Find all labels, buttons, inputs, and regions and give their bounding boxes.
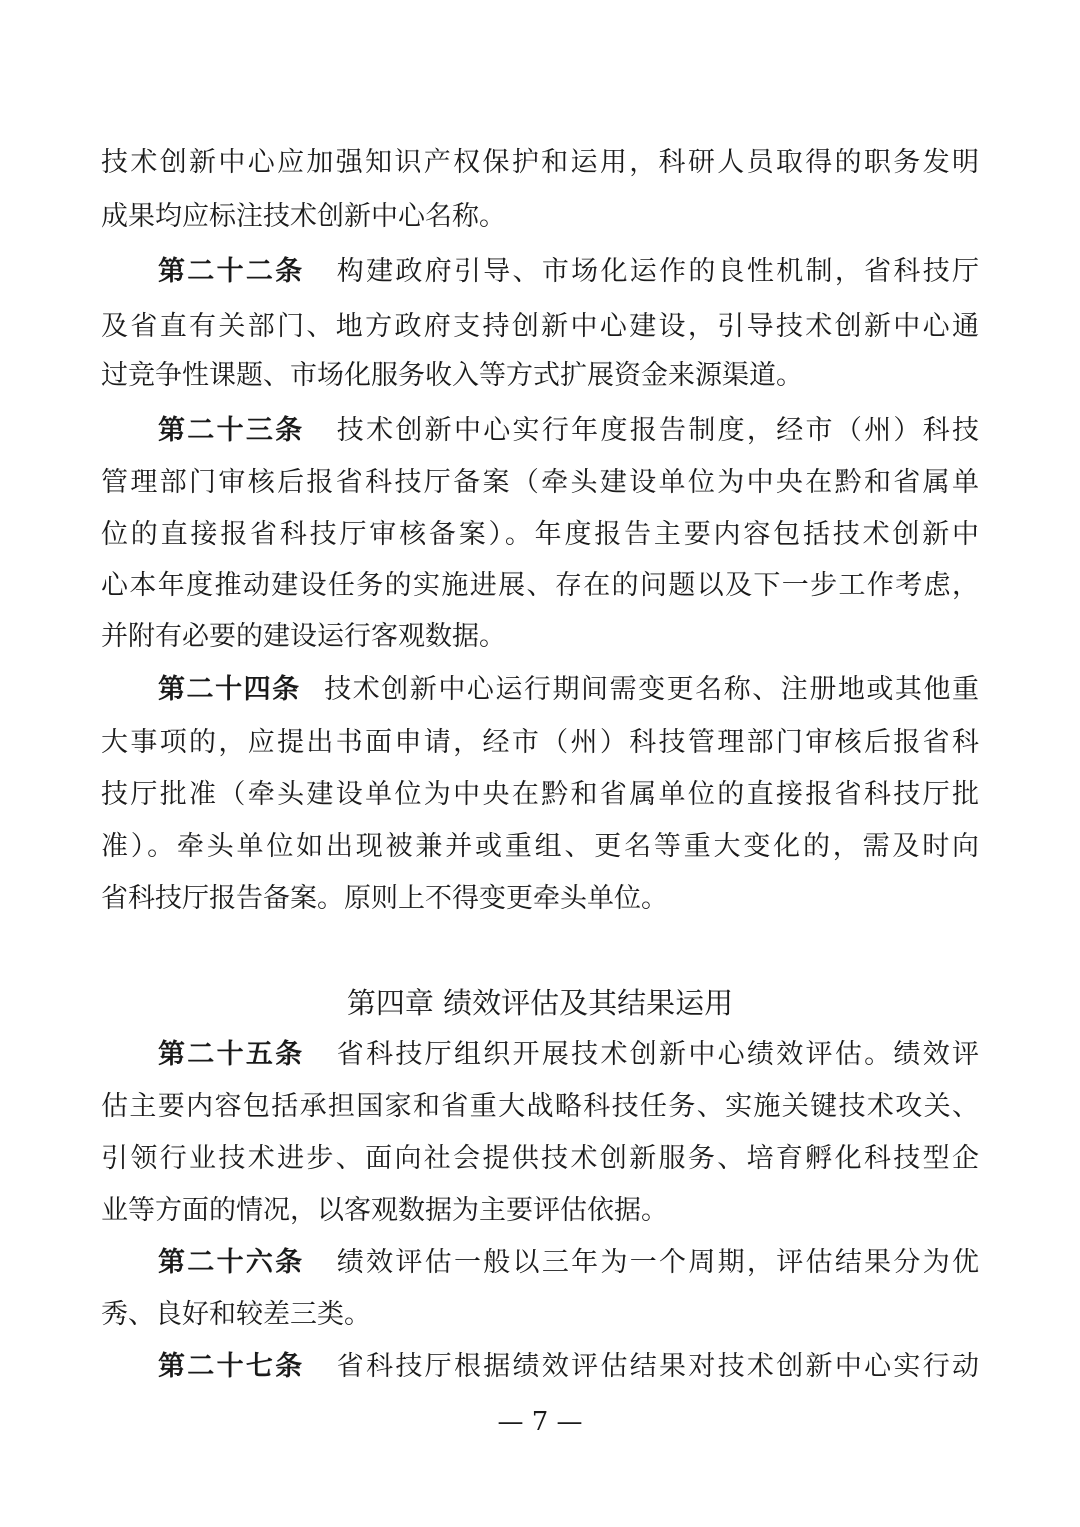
text-line: 引领行业技术进步、面向社会提供技术创新服务、培育孵化科技型企 <box>101 1143 979 1174</box>
article-23-paragraph <box>158 408 979 454</box>
text-line: 位的直接报省科技厅审核备案）。年度报告主要内容包括技术创新中 <box>101 519 979 550</box>
article-26-paragraph <box>158 1240 979 1286</box>
article-25-paragraph <box>158 1032 979 1078</box>
text-line: 准）。牵头单位如出现被兼并或重组、更名等重大变化的，需及时向 <box>101 831 979 862</box>
text-line: 管理部门审核后报省科技厅备案（牵头建设单位为中央在黔和省属单 <box>101 467 979 498</box>
text-line: 绩效评估一般以三年为一个周期，评估结果分为优 <box>334 1247 980 1278</box>
page-number: — 7 — <box>497 1407 583 1437</box>
text-line: 省科技厅组织开展技术创新中心绩效评估。绩效评 <box>334 1039 980 1070</box>
article-heading: 第二十六条 <box>158 1247 305 1278</box>
text-line: 技术创新中心运行期间需变更名称、注册地或其他重 <box>322 674 980 705</box>
article-heading: 第二十三条 <box>158 415 305 446</box>
text-line: 并附有必要的建设运行客观数据。 <box>101 621 506 652</box>
text-line: 成果均应标注技术创新中心名称。 <box>101 201 506 232</box>
article-heading: 第二十七条 <box>158 1351 305 1382</box>
text-line: 业等方面的情况，以客观数据为主要评估依据。 <box>101 1195 668 1226</box>
article-27-paragraph <box>158 1344 979 1390</box>
article-22-paragraph <box>158 249 979 295</box>
text-line: 技厅批准（牵头建设单位为中央在黔和省属单位的直接报省科技厅批 <box>101 779 979 810</box>
text-line: 省科技厅根据绩效评估结果对技术创新中心实行动 <box>334 1351 980 1382</box>
text-line: 估主要内容包括承担国家和省重大战略科技任务、实施关键技术攻关、 <box>101 1091 979 1122</box>
text-line: 及省直有关部门、地方政府支持创新中心建设，引导技术创新中心通 <box>101 311 979 342</box>
text-line: 技术创新中心实行年度报告制度，经市（州）科技 <box>334 415 980 446</box>
article-heading: 第二十二条 <box>158 256 305 287</box>
text-line: 构建政府引导、市场化运作的良性机制，省科技厅 <box>334 256 980 287</box>
article-heading: 第二十四条 <box>158 674 301 705</box>
text-line: 过竞争性课题、市场化服务收入等方式扩展资金来源渠道。 <box>101 360 803 391</box>
text-line: 秀、良好和较差三类。 <box>101 1299 371 1330</box>
article-heading: 第二十五条 <box>158 1039 305 1070</box>
chapter-title: 第四章 绩效评估及其结果运用 <box>346 986 734 1020</box>
article-24-paragraph <box>158 667 979 713</box>
text-line: 省科技厅报告备案。原则上不得变更牵头单位。 <box>101 883 668 914</box>
text-line: 心本年度推动建设任务的实施进展、存在的问题以及下一步工作考虑， <box>101 570 979 601</box>
text-line: 大事项的，应提出书面申请，经市（州）科技管理部门审核后报省科 <box>101 727 979 758</box>
text-line: 技术创新中心应加强知识产权保护和运用，科研人员取得的职务发明 <box>101 147 979 178</box>
